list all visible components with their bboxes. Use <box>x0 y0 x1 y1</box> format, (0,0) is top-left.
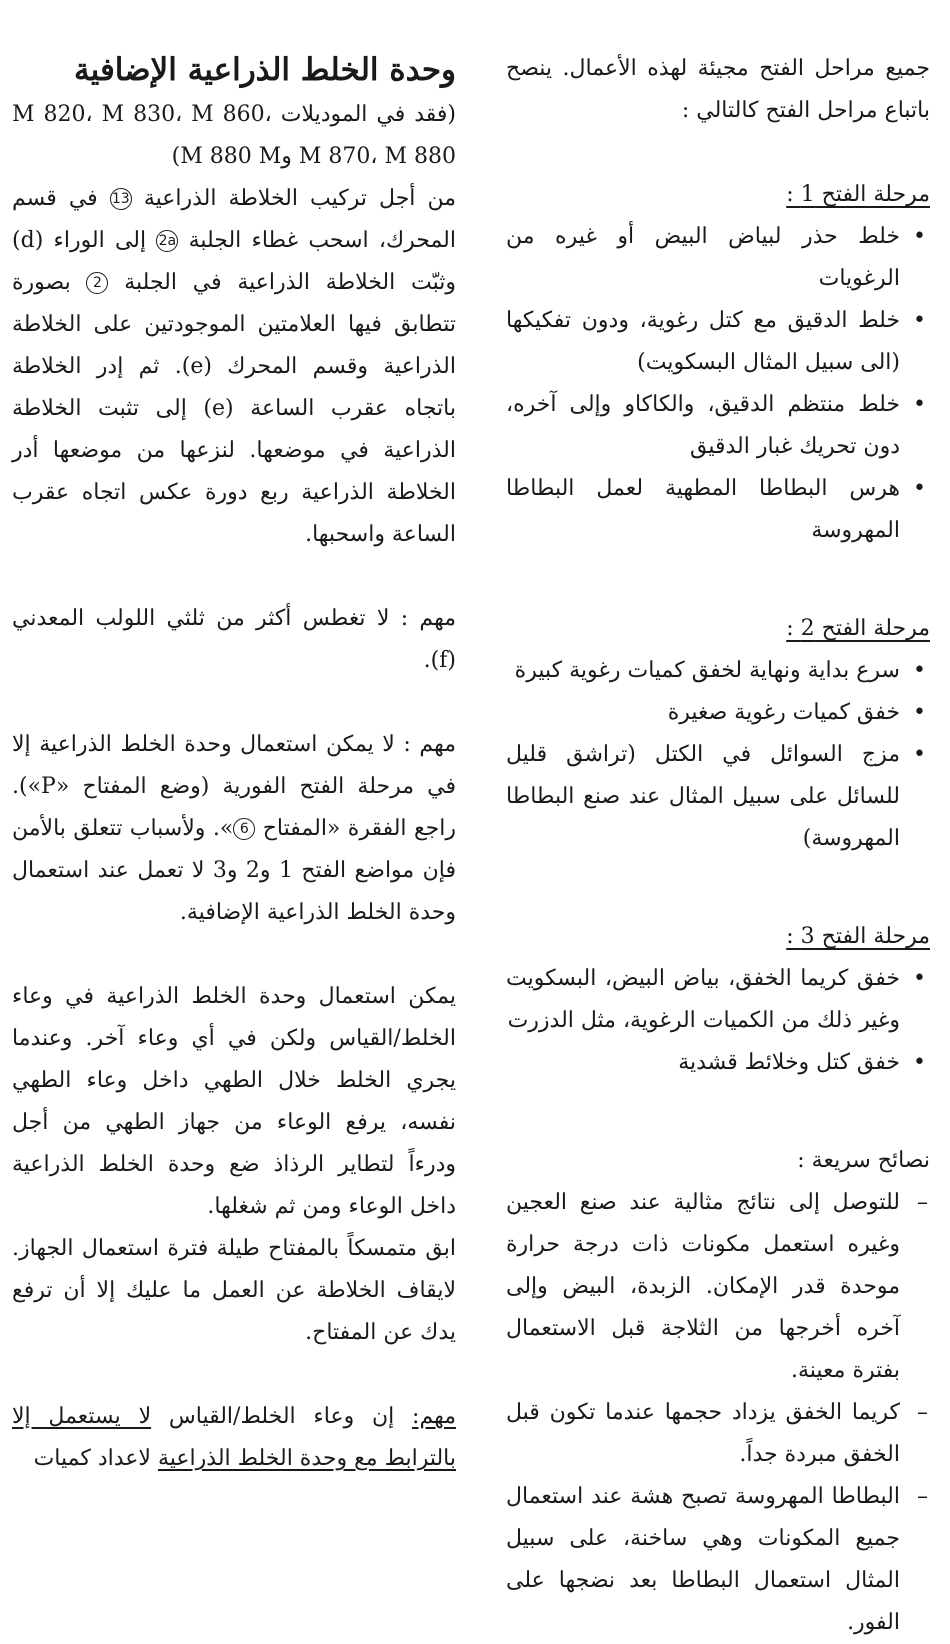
list-item: • خلط حذر لبياض البيض أو غيره من الرغويات <box>506 216 930 300</box>
switch-paragraph: ابق متمسكاً بالمفتاح طيلة فترة استعمال الجهاز. لايقاف الخلاطة عن العمل ما عليك إلا أن ترفع يدك عن المفتاح. <box>12 1236 456 1345</box>
right-column <box>506 48 930 1644</box>
important-2-text-2: ». ولأسباب تتعلق بالأمن فإن مواضع الفتح 1 و2 و3 لا تعمل عند استعمال وحدة الخلط الذراعية الإضافية. <box>12 816 456 925</box>
section-title: وحدة الخلط الذراعية الإضافية <box>73 52 456 88</box>
stage2-list <box>506 650 930 860</box>
list-item: • هرس البطاطا المطهية لعمل البطاطا المهروسة <box>506 468 930 552</box>
list-item: • خفق كتل وخلائط قشدية <box>506 1042 930 1084</box>
tips-list <box>506 1182 930 1644</box>
reference-number-badge: 2 <box>86 272 108 294</box>
important-3-text-3: لاعداد كميات <box>33 1446 151 1471</box>
reference-number-badge: 2a <box>156 230 178 252</box>
assembly-text-3: إلى الوراء (d) وثبّت الخلاطة الذراعية في الجلبة <box>12 228 456 295</box>
list-item: • خلط الدقيق مع كتل رغوية، ودون تفكيكها (الى سبيل المثال البسكويت) <box>506 300 930 384</box>
important-note-1: مهم : لا تغطس أكثر من ثلثي اللولب المعدني (f). <box>12 606 456 673</box>
assembly-text-1: من أجل تركيب الخلاطة الذراعية <box>143 186 456 211</box>
important-note-2 <box>12 724 456 934</box>
assembly-text-4: بصورة تتطابق فيها العلامتين الموجودتين على الخلاطة الذراعية وقسم المحرك (e). ثم إدر الخلاطة باتجاه عقرب الساعة (e) إلى تثبت الخلاطة الذراعية في موضعها. لنزعها من موضعها أدر الخلاطة الذراعية ربع دورة عكس اتجاه عقرب الساعة واسحبها. <box>12 270 456 547</box>
stage1-heading: مرحلة الفتح 1 : <box>786 182 930 207</box>
tips-heading: نصائح سريعة : <box>797 1148 930 1173</box>
list-item: – البطاطا المهروسة تصبح هشة عند استعمال جميع المكونات وهي ساخنة، على سبيل المثال استعمال البطاطا بعد نضجها على الفور. <box>506 1476 930 1644</box>
stage2-heading: مرحلة الفتح 2 : <box>786 616 930 641</box>
models-note: (فقد في الموديلات M 820، M 830، M 860، M 870، M 880 وM 880 M) <box>12 102 456 169</box>
list-item: • خفق كميات رغوية صغيرة <box>506 692 930 734</box>
list-item: – كريما الخفق يزداد حجمها عندما تكون قبل الخفق مبردة جداً. <box>506 1392 930 1476</box>
important-3-label: مهم: <box>412 1404 457 1429</box>
assembly-paragraph <box>12 178 456 556</box>
list-item: • خفق كريما الخفق، بياض البيض، البسكويت وغير ذلك من الكميات الرغوية، مثل الدزرت <box>506 958 930 1042</box>
list-item: • سرع بداية ونهاية لخفق كميات رغوية كبيرة <box>506 650 930 692</box>
stage1-list <box>506 216 930 552</box>
stage3-list <box>506 958 930 1084</box>
intro-paragraph: جميع مراحل الفتح مجيئة لهذه الأعمال. ينصح باتباع مراحل الفتح كالتالي : <box>506 56 930 123</box>
reference-number-badge: 13 <box>110 188 132 210</box>
reference-number-badge: 6 <box>233 818 255 840</box>
assembly-text-2: في قسم المحرك، اسحب غطاء الجلبة <box>12 186 456 253</box>
usage-paragraph: يمكن استعمال وحدة الخلط الذراعية في وعاء الخلط/القياس ولكن في أي وعاء آخر. وعندما يجري الخلط خلال الطهي داخل وعاء الطهي نفسه، يرفع الوعاء من جهاز الطهي من أجل ودرءاً لتطاير الرذاذ ضع وحدة الخلط الذراعية داخل الوعاء ومن ثم شغلها. <box>12 984 456 1219</box>
list-item: • خلط منتظم الدقيق، والكاكاو وإلى آخره، دون تحريك غبار الدقيق <box>506 384 930 468</box>
important-2-text-1: مهم : لا يمكن استعمال وحدة الخلط الذراعية إلا في مرحلة الفتح الفورية (وضع المفتاح «P»). راجع الفقرة «المفتاح <box>12 732 457 841</box>
important-3-text-1: إن وعاء الخلط/القياس <box>168 1404 395 1429</box>
important-note-3 <box>12 1396 456 1480</box>
important-3-emphasis: لا يستعمل إلا بالترابط مع وحدة الخلط الذراعية <box>12 1404 456 1471</box>
list-item: • مزج السوائل في الكتل (تراشق قليل للسائل على سبيل المثال عند صنع البطاطا المهروسة) <box>506 734 930 860</box>
left-column <box>12 48 456 1480</box>
list-item: – للتوصل إلى نتائج مثالية عند صنع العجين وغيره استعمل مكونات ذات درجة حرارة موحدة قدر الإمكان. الزبدة، البيض وإلى آخره أخرجها من الثلاجة قبل الاستعمال بفترة معينة. <box>506 1182 930 1392</box>
stage3-heading: مرحلة الفتح 3 : <box>786 924 930 949</box>
